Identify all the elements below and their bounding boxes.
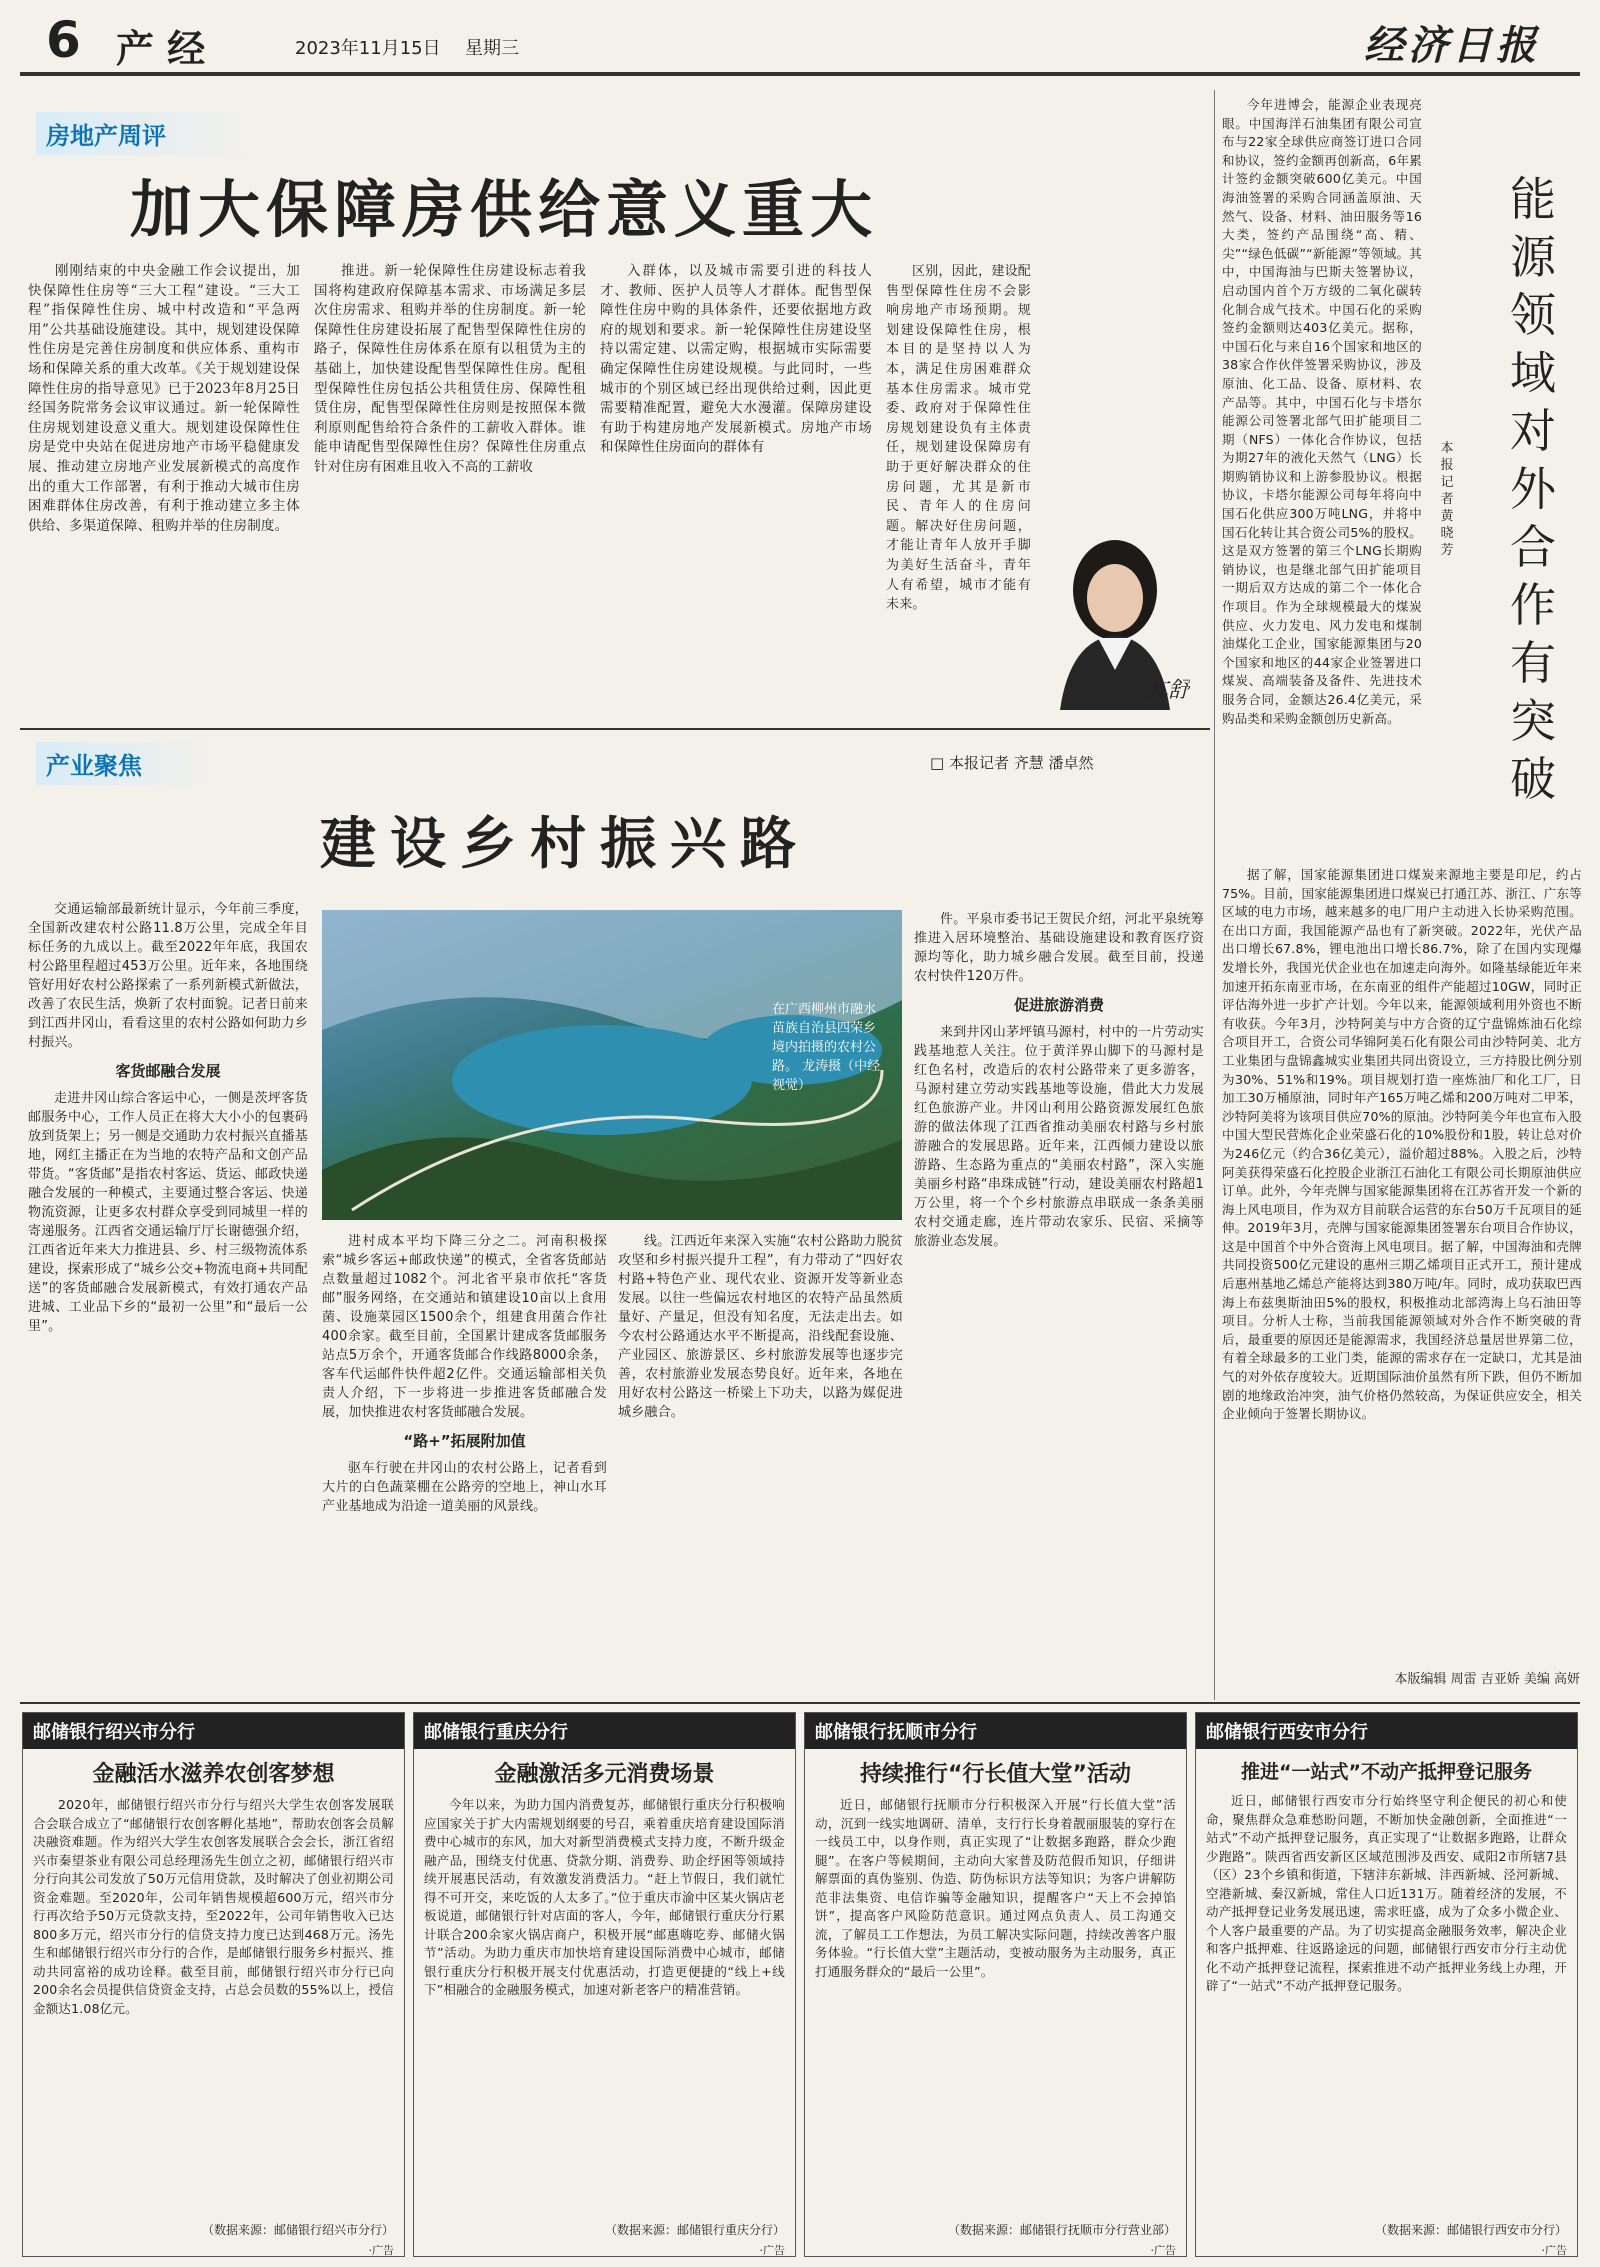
ads-top-rule [20,1702,1580,1704]
right-article-col-1 [1222,96,1422,856]
top-article-bottom-rule [20,728,1210,730]
body-text: 线。江西近年来深入实施“农村公路助力脱贫攻坚和乡村振兴提升工程”，有力带动了“四好农村路+特色产业、现代农业、资源开发等新业态发展。以往一些偏远农村地区的农特产品虽然质量好、产量足，但没有知名度，无法走出去。如今农村公路通达水平不断提高，沿线配套设施、产业园区、旅游景区、乡村旅游发展等也逐步完善，农村旅游业发展态势良好。近年来，各地在用好农村公路这一桥梁上下功夫，以路为媒促进城乡融合。 [618,1234,903,1420]
ad-xian [1195,1712,1578,2257]
ad-title: 金融活水滋养农创客梦想 [92,1762,335,1787]
byline-rural: □ 本报记者 齐慧 潘卓然 [930,754,1094,772]
ad-source: （数据来源：邮储银行西安市分行） [1374,2223,1567,2237]
columnist-portrait [1040,520,1190,710]
columnist-signature: 亢舒 [1145,678,1190,703]
byline-energy: 本报记者 黄晓芳 [1440,441,1454,558]
photo-caption: 在广西柳州市融水苗族自治县四荣乡境内拍摄的农村公路。 龙涛摄（中经视觉） [772,1002,881,1093]
ad-bank-name: 邮储银行抚顺市分行 [805,1713,1186,1749]
rural-col-1 [28,900,308,1700]
ad-body: 今年以来，为助力国内消费复苏，邮储银行重庆分行积极响应国家关于扩大内需规划纲要的号召，乘着重庆培育建设国际消费中心城市的东风，加大对新型消费模式支持力度，不断升级金融产品，围绕支付优惠、贷款分期、消费券、助企纾困等领域持续开展惠民活动，有效激发消费活力。“赶上节假日，我们就忙得不可开交，来吃饭的人太多了。”位于重庆市渝中区某火锅店老板说道，邮储银行针对店面的客人，今年，邮储银行重庆分行累计联合200余家火锅店商户，积极开展“邮惠嗨吃券、邮储火锅节”活动。为助力重庆市加快培育建设国际消费中心城市，邮储银行重庆分行积极开展支付优惠活动，打造更便捷的“线上+线下”相融合的金融服务模式，加速对新老客户的精准营销。 [424,1797,785,1997]
page-number: 6 [46,12,81,69]
subhead: “路+”拓展附加值 [403,1432,526,1450]
section-tag-property: 房地产周评 [36,112,266,155]
ad-marker: ·广告 [759,2244,785,2257]
body-text: 进村成本平均下降三分之二。河南积极探索“城乡客运+邮政快递”的模式，全省客货邮站点数量超过1082个。河北省平泉市依托“客货邮”服务网络，在交通站和镇建设10亩以上食用菌、设施菜园区1500余个，组建食用菌合作社400余家。截至目前，全国累计建成客货邮服务站点5万余个，开通客货邮合作线路8000余条，客车代运邮件快件超2亿件。交通运输部相关负责人介绍，下一步将进一步推进客货邮融合发展，加快推进农村客货邮融合发展。 [322,1234,607,1420]
headline-rural: 建设乡村振兴路 [320,811,810,877]
body-text: 今年进博会，能源企业表现亮眼。中国海洋石油集团有限公司宣布与22家全球供应商签订进口合同和协议，签约金额再创新高，6年累计签约金额突破600亿美元。中国海油签署的采购合同涵盖原油、天然气、设备、材料、油田服务等16大类，签约产品围绕“高、精、尖”“绿色低碳”“新能源”等领域。其中，中国海油与巴斯夫签署协议，启动国内首个万方级的二氧化碳转化制合成气技术。中国石化的采购签约金额则达403亿美元。据称，中国石化与来自16个国家和地区的38家合作伙伴签署采购协议，涉及原油、化工品、设备、原材料、农产品等。其中，中国石化与卡塔尔能源公司签署北部气田扩能项目二期（NFS）一体化合作协议，包括为期27年的液化天然气（LNG）长期购销协议和上游参股协议。根据协议，卡塔尔能源公司每年将向中国石化供应300万吨LNG，并将中国石化转让其合资公司5%的股权。这是双方签署的第三个LNG长期购销协议，也是继北部气田扩能项目一期后双方达成的第二个一体化合作项目。作为全球规模最大的煤炭供应、火力发电、风力发电和煤制油煤化工企业，国家能源集团与20个国家和地区的44家企业签署进口煤炭、高端装备及备件、先进技术服务合同，金额达26.4亿美元，采购品类和采购金额创历史新高。 [1222,97,1422,726]
ad-marker: ·广告 [1541,2244,1567,2257]
section-name: 产 经 [116,26,206,70]
ad-body: 2020年，邮储银行绍兴市分行与绍兴大学生农创客发展联合会联合成立了“邮储银行农创客孵化基地”，帮助农创客会员解决融资难题。作为绍兴大学生农创客发展联合会会长，浙江省绍兴市秦望茶业有限公司总经理汤先生创立之初，邮储银行绍兴市分行向其公司发放了50万元信用贷款，及时解决了创业初期公司资金难题。至2020年，公司年销售规模超600万元，绍兴市分行再次给予50万元贷款支持，至2022年，公司年销售收入已达800多万元，绍兴市分行的信贷支持力度已达到468万元。汤先生和邮储银行绍兴市分行的合作，是邮储银行服务乡村振兴、推动共同富裕的成功诠释。截至目前，邮储银行绍兴市分行已向200余名会员提供信贷资金支持，占总会员数的55%以上，授信金额达1.08亿元。 [33,1797,394,2016]
ad-bank-name: 邮储银行绍兴市分行 [23,1713,404,1749]
body-text: 件。平泉市委书记王贺民介绍，河北平泉统筹推进入居环境整治、基础设施建设和教育医疗资源均等化，助力城乡融合发展。截至目前，投递农村快件120万件。 [914,912,1204,984]
ad-source: （数据来源：邮储银行抚顺市分行营业部） [947,2223,1176,2237]
ad-chongqing [413,1712,796,2257]
ad-marker: ·广告 [1150,2244,1176,2257]
body-text: 区别，因此，建设配售型保障性住房不会影响房地产市场预期。规划建设保障性住房，根本目的是坚持以人为本，满足住房困难群众基本住房需求。城市党委、政府对于保障性住房规划建设负有主体责任，规划建设保障房有助于更好解决群众的住房问题，尤其是新市民、青年人的住房问题。解决好住房问题，才能让青年人放开手脚为美好生活奋斗，青年人有希望，城市才能有未来。 [886,264,1031,613]
section-tag-industry: 产业聚焦 [36,742,226,785]
ad-shaoxing [22,1712,405,2257]
headline-energy: 能源领域对外合作有突破 [1510,172,1556,806]
masthead [20,12,1580,70]
road-photo [322,910,902,1220]
ad-fushun [804,1712,1187,2257]
ad-title: 持续推行“行长值大堂”活动 [860,1762,1131,1787]
top-article-col-1 [28,262,300,722]
ad-body: 近日，邮储银行西安市分行始终坚守利企便民的初心和使命，聚焦群众急难愁盼问题，不断加快金融创新，全面推进“一站式”不动产抵押登记服务，真正实现了“让数据多跑路，让群众少跑路”。陕西省西安新区区域范围涉及西安、咸阳2市所辖7县（区）23个乡镇和街道，下辖沣东新城、沣西新城、泾河新城、空港新城、秦汉新城，常住人口近131万。随着经济的发展，不动产抵押登记业务发展迅速，需求旺盛，成为了众多小微企业、个人客户最重要的产品。为了切实提高金融服务效率，解决企业和客户抵押难、往返路途远的问题，邮储银行西安市分行主动优化不动产抵押登记流程，探索推进不动产抵押业务线上办理，开辟了“一站式”不动产抵押登记服务。 [1206,1793,1567,1993]
ad-body: 近日，邮储银行抚顺市分行积极深入开展“行长值大堂”活动，沉到一线实地调研、清单，支行行长身着靓丽服装的穿行在一线员工中，以身作则，真正实现了“让数据多跑路，群众少跑腿”。在客户等候期间，主动向大家普及防范假币知识，仔细讲解票面的真伪鉴别、伪造、防伪标识方法等知识；为客户讲解防范非法集资、电信诈骗等金融知识，提醒客户“天上不会掉馅饼”，提高客户风险防范意识。通过网点负责人、员工沟通交流，了解员工工作想法，为员工解决实际问题，持续改善客户服务体验。“行长值大堂”主题活动，变被动服务为主动服务，真正打通服务群众的“最后一公里”。 [815,1797,1176,1979]
issue-weekday: 星期三 [465,38,519,59]
rural-col-3 [618,1232,903,1702]
page-credits: 本版编辑 周雷 吉亚娇 美编 高妍 [1394,1672,1580,1687]
right-column-divider [1214,90,1215,1700]
ad-source: （数据来源：邮储银行绍兴市分行） [201,2223,394,2237]
body-text: 刚刚结束的中央金融工作会议提出，加快保障性住房等“三大工程”建设。“三大工程”指保障性住房、城中村改造和“平急两用”公共基础设施建设。其中，规划建设保障性住房是完善住房制度和供应体系、重构市场和保障关系的重大改革。《关于规划建设保障性住房的指导意见》已于2023年8月25日经国务院常务会议审议通过。新一轮保障性住房规划建设意义重大。规划建设保障性住房是党中央站在促进房地产市场平稳健康发展、推动建立房地产业发展新模式的高度作出的重大工作部署，有利于推动大城市住房困难群体住房改善，有利于推动建立多主体供给、多渠道保障、租购并举的住房制度。 [28,263,300,534]
paper-logo: 经济日报 [1364,22,1540,69]
body-text: 推进。新一轮保障性住房建设标志着我国将构建政府保障基本需求、市场满足多层次住房需求、租购并举的住房制度。新一轮保障性住房建设拓展了配售型保障性住房的路子，保障性住房体系在原有以租赁为主的基础上，加快建设配售型保障性住房。配租型保障性住房包括公共租赁住房、保障性租赁住房，配售型保障性住房则是按照保本微利原则配售给符合条件的工薪收入群体。谁能申请配售型保障性住房？保障性住房重点针对住房有困难且收入不高的工薪收 [314,263,586,475]
top-article-col-3 [600,262,872,722]
body-text: 入群体，以及城市需要引进的科技人才、教师、医护人员等人才群体。配售型保障性住房中购的具体条件，还要依据地方政府的规划和要求。新一轮保障性住房建设坚持以需定建、以需定购，根据城市实际需要确定保障性住房建设规模。与此同时，一些城市的个别区域已经出现供给过剩，因此更需要精准配置，避免大水漫灌。保障房建设有助于构建房地产发展新模式。房地产市场和保障性住房面向的群体有 [600,263,872,456]
ad-title: 金融激活多元消费场景 [494,1762,715,1787]
ad-title: 推进“一站式”不动产抵押登记服务 [1241,1761,1532,1783]
subhead: 促进旅游消费 [1013,996,1104,1014]
subhead: 客货邮融合发展 [115,1062,221,1080]
masthead-rule [20,72,1580,76]
ad-marker: ·广告 [368,2244,394,2257]
ad-bank-name: 邮储银行西安市分行 [1196,1713,1577,1749]
headline-housing: 加大保障房供给意义重大 [130,173,879,246]
issue-date: 2023年11月15日 [295,38,441,59]
ad-source: （数据来源：邮储银行重庆分行） [604,2223,785,2237]
body-text: 来到井冈山茅坪镇马源村，村中的一片劳动实践基地惹人关注。位于黄洋界山脚下的马源村是红色名村，改造后的农村公路带来了更多游客，马源村建立劳动实践基地等设施，借此大力发展红色旅游产业。井冈山利用公路资源发展红色旅游的做法体现了江西省推动美丽农村路与乡村旅游融合的发展思路。近年来，江西倾力建设以旅游路、生态路为重点的“美丽农村路”，深入实施美丽乡村路“串珠成链”行动，建设美丽农村路超1万公里，将一个个乡村旅游点串联成一条条美丽农村交通走廊，连片带动农家乐、民宿、采摘等旅游业态发展。 [914,1025,1204,1249]
body-text: 交通运输部最新统计显示，今年前三季度，全国新改建农村公路11.8万公里，完成全年目标任务的九成以上。截至2022年年底，我国农村公路里程超过453万公里。近年来，各地围绕管好用好农村公路探索了一系列新模式新做法，改善了农民生活，焕新了农村面貌。记者日前来到江西井冈山，看看这里的农村公路如何助力乡村振兴。 [28,902,308,1050]
top-article-col-2 [314,262,586,722]
body-text: 驱车行驶在井冈山的农村公路上，记者看到大片的白色蔬菜棚在公路旁的空地上，神山水耳产业基地成为沿途一道美丽的风景线。 [322,1461,607,1514]
right-article-col-2 [1222,866,1582,1656]
ad-bank-name: 邮储银行重庆分行 [414,1713,795,1749]
body-text: 走进井冈山综合客运中心，一侧是茨坪客货邮服务中心，工作人员正在将大大小小的包裹码放到货架上；另一侧是交通助力农村振兴直播基地，网红主播正在为当地的农特产品和文创产品带货。“客货邮”是指农村客运、货运、邮政快递融合发展的一种模式，主要通过整合客运、快递物流资源，让更多农村群众享受到同城里一样的寄递服务。江西省交通运输厅厅长谢德强介绍，江西省近年来大力推进县、乡、村三级物流体系建设，探索形成了“城乡公交+物流电商+共同配送”的客货邮融合发展新模式，有效打通农产品进城、工业品下乡的“最初一公里”和“最后一公里”。 [28,1091,308,1334]
body-text: 据了解，国家能源集团进口煤炭来源地主要是印尼，约占75%。目前，国家能源集团进口煤炭已打通江苏、浙江、广东等区域的电力市场，越来越多的电厂用户主动进入长协采购范围。在出口方面，我国能源产品也有了新突破。2022年，光伏产品出口增长67.8%，锂电池出口增长86.7%，除了在国内实现爆发增长外，我国光伏企业也在加速走向海外。如隆基绿能近年来加速开拓东南亚市场，在东南亚的组件产能超过10GW，同时正评估海外进一步扩产计划。今年以来，能源领域利用外资也不断有收获。今年3月，沙特阿美与中方合资的辽宁盘锦炼油石化综合项目开工，合资公司华锦阿美石化有限公司由沙特阿美、北方工业集团与盘锦鑫城实业集团共同出资设立，三方持股比例分别为30%、51%和19%。项目规划打造一座炼油厂和化工厂，日加工30万桶原油，同时年产165万吨乙烯和200万吨对二甲苯，沙特阿美将为该项目供应70%的原油。沙特阿美今年也宣布入股中国大型民营炼化企业荣盛石化的10%股份和1股，转让总对价为246亿元（约合36亿美元），溢价超过88%。入股之后，沙特阿美获得荣盛石化控股企业浙江石油化工有限公司长期原油供应订单。此外，今年壳牌与国家能源集团将在江苏省开发一个新的海上风电项目，作为双方目前联合运营的东台50万千瓦项目的延伸。2019年3月，壳牌与国家能源集团签署东台项目合作协议，这是中国首个中外合资海上风电项目。据了解，中国海油和壳牌共同投资500亿元建设的惠州三期乙烯项目正式开工，预计建成后惠州基地乙烯总产能将达到380万吨/年。同时，成功获取巴西海上布兹奥斯油田5%的股权，积极推动北部湾海上乌石油田等项目。分析人士称，当前我国能源领域对外合作不断突破的背后，最重要的原因还是能源需求，我国经济总量居世界第二位，有着全球最多的工业门类，能源的需求存在一定缺口，尤其是油气的对外依存度较大。近期国际油价虽然有所下跌，但仍不断加剧的地缘政治冲突，油气价格仍然较高，为保证供应安全，相关企业倾向于签署长期协议。 [1222,867,1582,1422]
rural-col-4 [914,910,1204,1700]
rural-col-2 [322,1232,607,1702]
top-article-col-4 [886,262,1031,722]
